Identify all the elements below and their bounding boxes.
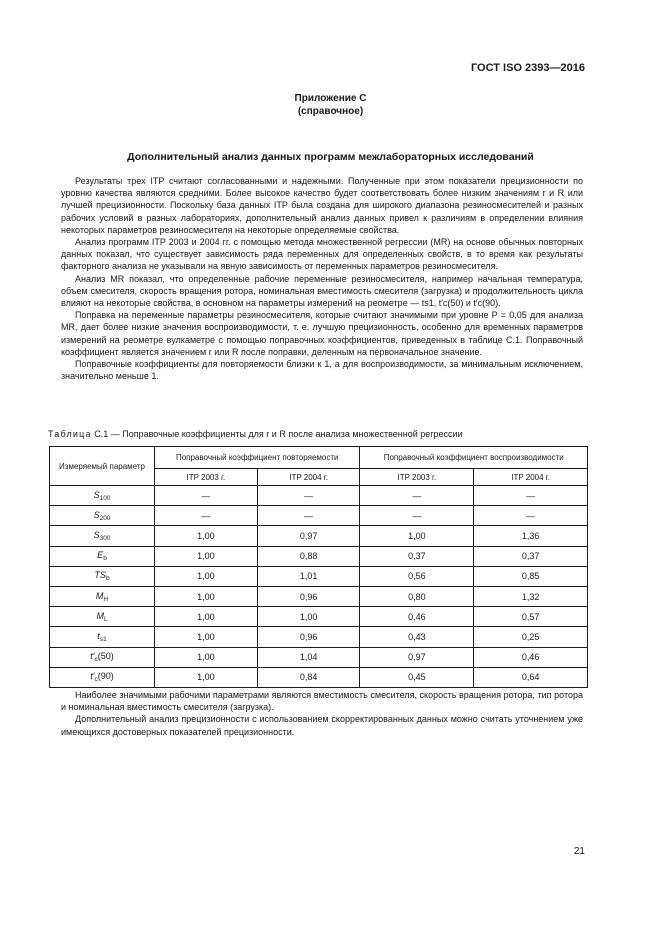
appendix-note: (справочное) [297,106,364,117]
table-row [50,546,588,566]
paragraph: Анализ программ ITP 2003 и 2004 гг. с помощью метода множественной регрессии (MR) на основе обычных повторных данных показал, что существует зависимость ряда переменных для определенных свойств, в то время как результаты факторного анализа не указывали на явную зависимость от переменных параметров резиносмесителя. [61,237,583,272]
value-cell: 0,96 [257,586,360,606]
value-cell: 1,00 [155,627,258,647]
value-cell: 1,00 [155,586,258,606]
paragraph: Поправка на переменные параметры резиносмесителя, которые считают значимыми при уровне P = 0,05 для анализа MR, дает более низкие значения воспроизводимости, т. е. лучшую прецизионность, особенно для временных параметров измерений на реометре вулкаметре с помощью поправочных коэффициентов, приведенных в таблице С.1. Поправочный коэффициент является значением r или R после поправки, деленным на первоначальное значение. [61,310,583,357]
parameter-symbol: S [93,489,100,500]
value-cell: 0,80 [360,586,474,606]
parameter-subscript: c [94,676,98,684]
parameter-cell [50,647,155,667]
intro-text [61,175,583,382]
parameter-cell [50,586,155,606]
conclusion-text [61,689,583,738]
parameter-cell [50,506,155,526]
value-cell: 0,45 [360,667,474,687]
reproducibility-header: Поправочный коэффициент воспроизводимости [360,447,588,469]
parameter-subscript: L [103,615,108,623]
value-cell: — [474,506,588,526]
table-row [50,667,588,687]
parameter-symbol: S [93,529,100,540]
value-cell: — [360,486,474,506]
paragraph: Результаты трех ITP считают согласованными и надежными. Полученные при этом показатели прецизионности по уровню качества являются средними. Более высокое качество будет соответствовать более низким значениям r и R или лучшей прецизионности. Поскольку база данных ITP была создана для широкого диапазона резиносмесителей и разных рабочих условий в разных лабораториях, дополнительный анализ данных привел к различиям в определении влияния некоторых параметров резиносмесителя на некоторые определяемые свойства. [61,176,583,235]
appendix-heading [0,92,661,118]
value-cell: 0,57 [474,607,588,627]
sub-header: ITP 2003 г. [360,469,474,486]
table-row [50,486,588,506]
paragraph: Поправочные коэффициенты для повторяемости близки к 1, а для воспроизводимости, за минимальным исключением, значительно меньше 1. [61,359,583,382]
parameter-subscript: b [103,555,107,563]
sub-header: ITP 2004 г. [257,469,360,486]
parameter-subscript: 300 [99,534,111,542]
value-cell: 1,00 [155,607,258,627]
table-row [50,566,588,586]
value-cell: 0,56 [360,566,474,586]
value-cell: — [360,506,474,526]
value-cell: 0,97 [360,647,474,667]
parameter-suffix: (90) [97,671,114,682]
parameter-cell [50,526,155,546]
parameter-subscript: 100 [99,494,111,502]
value-cell: — [474,486,588,506]
value-cell: 1,36 [474,526,588,546]
parameter-symbol: S [93,509,100,520]
value-cell: 0,84 [257,667,360,687]
parameter-cell [50,546,155,566]
parameter-cell [50,627,155,647]
parameter-symbol: M [96,610,104,621]
section-title: Дополнительный анализ данных программ межлабораторных исследований [127,151,534,163]
paragraph: Наиболее значимыми рабочими параметрами являются вместимость смесителя, скорость вращения ротора, тип ротора и номинальная вместимость смесителя (загрузка). [61,690,583,713]
caption-text: С.1 — Поправочные коэффициенты для r и R после анализа множественной регрессии [94,429,463,439]
value-cell: — [257,486,360,506]
parameter-symbol: t [97,630,100,641]
parameter-subscript: s1 [99,635,107,643]
paragraph: Анализ MR показал, что определенные рабочие переменные резиносмесителя, например начальная температура, объем смесителя, скорость вращения ротора, номинальная вместимость смесителя (загрузка) и продолжительность цикла влияют на некоторые свойства, в основном на параметры измерений на реометре — ts1, t′c(50) и t′c(90). [61,273,583,309]
value-cell: 1,00 [155,647,258,667]
value-cell: 0,46 [474,647,588,667]
appendix-title: Приложение С [294,93,367,104]
paragraph: Дополнительный анализ прецизионности с использованием скорректированных данных можно считать уточнением уже имеющихся достоверных показателей прецизионности. [61,714,583,737]
value-cell: 1,32 [474,586,588,606]
parameter-symbol: E [97,550,104,561]
table-row [50,607,588,627]
value-cell: 1,00 [257,607,360,627]
row-header: Измеряемый параметр [50,447,155,486]
value-cell: 0,88 [257,546,360,566]
correction-table [49,446,588,688]
value-cell: 0,85 [474,566,588,586]
table-row [50,627,588,647]
parameter-subscript: c [94,656,98,664]
value-cell: 0,64 [474,667,588,687]
table-row [50,647,588,667]
repeatability-header: Поправочный коэффициент повторяемости [155,447,360,469]
standard-code: ГОСТ ISO 2393—2016 [470,62,585,74]
parameter-symbol: TS [94,570,106,581]
parameter-symbol: M [95,590,104,601]
value-cell: 1,00 [155,667,258,687]
sub-header: ITP 2003 г. [155,469,258,486]
value-cell: — [155,506,258,526]
parameter-subscript: 200 [99,514,111,522]
value-cell: 0,46 [360,607,474,627]
parameter-suffix: (50) [97,651,114,662]
value-cell: 0,43 [360,627,474,647]
parameter-symbol: t′ [90,651,95,662]
value-cell: 1,00 [155,566,258,586]
value-cell: 0,25 [474,627,588,647]
value-cell: 1,00 [360,526,474,546]
parameter-cell [50,607,155,627]
value-cell: 0,37 [474,546,588,566]
value-cell: 1,01 [257,566,360,586]
sub-header: ITP 2004 г. [474,469,588,486]
parameter-subscript: b [105,575,110,583]
table-caption [48,429,463,439]
table-row [50,526,588,546]
value-cell: — [155,486,258,506]
caption-label: Таблица [48,429,92,439]
value-cell: 1,04 [257,647,360,667]
parameter-cell [50,486,155,506]
value-cell: — [257,506,360,526]
parameter-cell [50,566,155,586]
parameter-symbol: t′ [90,671,95,682]
parameter-cell [50,667,155,687]
table-row [50,506,588,526]
table-row [50,586,588,606]
value-cell: 0,97 [257,526,360,546]
value-cell: 0,96 [257,627,360,647]
value-cell: 1,00 [155,546,258,566]
parameter-subscript: H [103,595,109,603]
page-number: 21 [573,846,585,857]
value-cell: 1,00 [155,526,258,546]
value-cell: 0,37 [360,546,474,566]
